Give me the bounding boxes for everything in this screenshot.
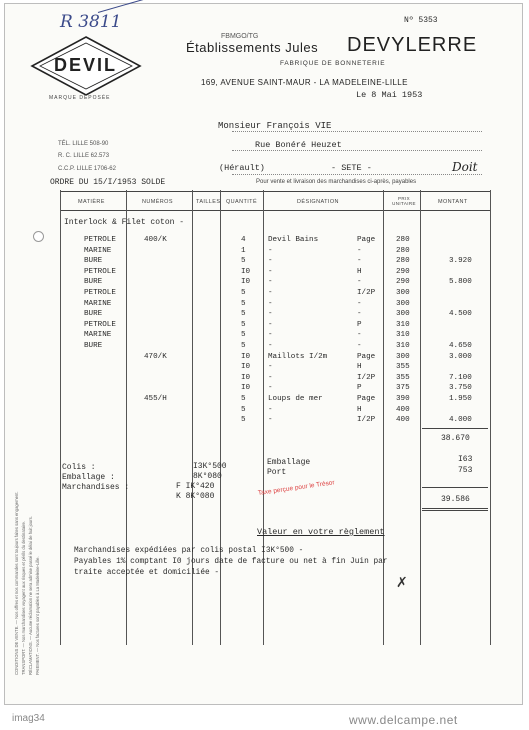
colis-label: Colis : (62, 463, 96, 472)
order-line: ORDRE DU 15/I/1953 SOLDE (50, 178, 166, 187)
row-quantite: 5 (241, 395, 246, 403)
emballage-weight: F IK°420 (176, 482, 215, 491)
row-designation: - (268, 331, 273, 340)
row-designation: - (268, 246, 273, 255)
row-matiere: PETROLE (84, 289, 116, 297)
marchandises-weight-2: 8K°080 (193, 472, 222, 481)
note-line-2: Payables 1% comptant I0 jours date de facture ou net à fin Juin par (74, 558, 388, 566)
header-designation: DÉSIGNATION (297, 199, 339, 205)
recipient-name: Monsieur François VIE (218, 121, 332, 131)
row-designation: Devil Bains (268, 236, 319, 244)
row-prix: 300 (396, 310, 410, 319)
row-format: P (357, 384, 362, 393)
row-format: I/2P (357, 416, 376, 425)
row-designation: - (268, 299, 273, 308)
header-quantite: QUANTITÉ (226, 199, 258, 205)
rc-number: R. C. LILLE 62.573 (58, 153, 110, 159)
table-header-rule (60, 210, 490, 211)
row-prix: 300 (396, 352, 410, 361)
row-designation: - (268, 267, 273, 276)
row-format: H (357, 363, 362, 372)
row-format: I/2P (357, 289, 376, 297)
punch-hole (33, 231, 44, 242)
row-matiere: BURE (84, 342, 103, 350)
row-format: Page (357, 395, 376, 403)
row-prix: 310 (396, 331, 410, 340)
row-matiere: PETROLE (84, 320, 116, 329)
valeur-line: Valeur en votre règlement (257, 527, 385, 537)
row-format: - (357, 278, 362, 287)
col-divider (420, 190, 421, 645)
total-double-rule (422, 508, 488, 511)
row-designation: Maillots I/2m (268, 352, 328, 361)
row-numero: 455/H (144, 395, 167, 403)
recipient-dept: (Hérault) (219, 163, 265, 173)
terms-line: Pour vente et livraison des marchandises ci-après, payables (256, 179, 417, 185)
header-matiere: MATIÈRE (78, 199, 105, 205)
row-matiere: BURE (84, 278, 103, 287)
row-prix: 300 (396, 289, 410, 297)
row-quantite: 5 (241, 405, 246, 414)
row-quantite: I0 (241, 278, 251, 287)
invoice-date: Le 8 Mai 1953 (356, 90, 423, 100)
row-prix: 355 (396, 373, 410, 382)
row-montant: 5.800 (449, 278, 472, 287)
row-quantite: I0 (241, 373, 251, 382)
total-amount: 39.586 (441, 495, 470, 504)
row-matiere: MARINE (84, 331, 112, 340)
row-designation: - (268, 257, 273, 266)
table-top-rule (60, 191, 490, 192)
row-designation: - (268, 310, 273, 319)
fees-label-emballage: Emballage (267, 458, 311, 467)
invoice-number: Nº 5353 (404, 16, 438, 25)
fees-label-port: Port (267, 468, 287, 477)
row-prix: 310 (396, 320, 410, 329)
row-montant: 3.750 (449, 384, 472, 393)
handwritten-annotation: R 3811 (60, 12, 122, 32)
fee-port: 753 (458, 466, 473, 475)
row-format: - (357, 342, 362, 350)
doit-label: Doit (452, 160, 478, 174)
row-prix: 375 (396, 384, 410, 393)
row-quantite: 1 (241, 246, 246, 255)
col-divider (220, 190, 221, 645)
header-numeros: NUMÉROS (142, 199, 173, 205)
company-prefix: Établissements Jules (186, 40, 319, 55)
marchandises-label: Marchandises : (62, 483, 130, 492)
subtotal-rule (422, 428, 488, 429)
side-legal-2: TRANSPORT. — Nos marchandises voyagent aux risques et périls du destinataire. (21, 521, 26, 675)
recipient-line-3 (232, 174, 482, 175)
row-montant: 3.920 (449, 257, 472, 266)
fee-emballage: I63 (458, 455, 473, 464)
col-divider (490, 190, 491, 645)
col-divider (383, 190, 384, 645)
logo-brand: DEVIL (54, 55, 118, 75)
row-matiere: MARINE (84, 299, 112, 308)
side-legal-1: CONDITIONS DE VENTE. — Nos offres et nos commandes sont toujours faites sans engagement. (14, 491, 19, 675)
row-quantite: 5 (241, 310, 246, 319)
header-prix: PRIX UNITAIRE (392, 196, 416, 206)
note-line-1: Marchandises expédiées par colis postal I3K°500 - (74, 547, 304, 555)
row-prix: 300 (396, 299, 410, 308)
row-format: I/2P (357, 373, 376, 382)
row-montant: 4.650 (449, 342, 472, 350)
row-designation: Loups de mer (268, 395, 323, 403)
row-format: Page (357, 352, 376, 361)
row-format: - (357, 331, 362, 340)
row-prix: 355 (396, 363, 410, 372)
recipient-city: - SETE - (331, 163, 372, 173)
row-montant: 4.000 (449, 416, 472, 425)
row-quantite: 5 (241, 299, 246, 308)
company-address: 169, AVENUE SAINT-MAUR - LA MADELEINE-LILLE (201, 78, 408, 87)
emballage-label: Emballage : (62, 473, 115, 482)
row-numero: 470/K (144, 352, 167, 361)
ccp-number: C.C.P. LILLE 1706-62 (58, 166, 116, 172)
row-format: H (357, 267, 362, 276)
row-montant: 7.100 (449, 373, 472, 382)
row-designation: - (268, 373, 273, 382)
row-quantite: I0 (241, 352, 251, 361)
col-divider (60, 190, 61, 645)
row-montant: 4.500 (449, 310, 472, 319)
company-name: DEVYLERRE (347, 34, 478, 56)
subtotal-amount: 38.670 (441, 434, 470, 443)
row-quantite: 5 (241, 289, 246, 297)
row-format: - (357, 246, 362, 255)
row-montant: 1.950 (449, 395, 472, 403)
logo-tagline: MARQUE DÉPOSÉE (49, 95, 111, 101)
row-prix: 280 (396, 246, 410, 255)
row-quantite: I0 (241, 384, 251, 393)
side-legal-4: PAIEMENT. — Nos factures sont payables à La Madeleine-Lille. (35, 556, 40, 675)
row-quantite: 5 (241, 342, 246, 350)
marchandises-weight: K 8K°080 (176, 492, 215, 501)
row-prix: 400 (396, 416, 410, 425)
row-prix: 290 (396, 267, 410, 276)
row-format: - (357, 310, 362, 319)
devil-logo (30, 35, 142, 97)
row-quantite: 4 (241, 236, 246, 244)
row-matiere: MARINE (84, 246, 112, 255)
row-matiere: BURE (84, 257, 103, 266)
row-matiere: BURE (84, 310, 103, 319)
row-designation: - (268, 405, 273, 414)
row-designation: - (268, 363, 273, 372)
tax-stamp: Taxe perçue pour le Trésor (257, 479, 336, 497)
recipient-street: Rue Bonéré Heuzet (255, 140, 342, 150)
recipient-line-2 (232, 150, 482, 151)
header-montant: MONTANT (438, 199, 468, 205)
phone-number: TÉL. LILLE 508-90 (58, 141, 109, 147)
row-designation: - (268, 289, 273, 297)
row-prix: 290 (396, 278, 410, 287)
row-designation: - (268, 384, 273, 393)
col-divider (263, 190, 264, 645)
row-quantite: I0 (241, 363, 251, 372)
header-tailles: TAILLES (196, 199, 221, 205)
row-matiere: PETROLE (84, 236, 116, 244)
row-designation: - (268, 342, 273, 350)
row-quantite: 5 (241, 257, 246, 266)
row-prix: 390 (396, 395, 410, 403)
row-quantite: 5 (241, 331, 246, 340)
row-format: P (357, 320, 362, 329)
row-numero: 400/K (144, 236, 167, 244)
company-activity: FABRIQUE DE BONNETERIE (280, 60, 386, 67)
row-quantite: I0 (241, 267, 251, 276)
row-prix: 280 (396, 236, 410, 244)
row-format: - (357, 299, 362, 308)
row-format: H (357, 405, 362, 414)
row-montant: 3.000 (449, 352, 472, 361)
row-quantite: 5 (241, 416, 246, 425)
colis-weight: I3K°500 (193, 462, 227, 471)
total-rule (422, 487, 488, 488)
handwritten-mark: ✗ (396, 575, 408, 591)
row-designation: - (268, 278, 273, 287)
row-format: - (357, 257, 362, 266)
row-prix: 400 (396, 405, 410, 414)
side-legal-3: RÉCLAMATIONS. — Aucune réclamation ne sera admise passé le délai de huit jours. (28, 516, 33, 675)
reference-code: FBMGO/TG (221, 33, 259, 40)
section-title: Interlock & Filet coton - (64, 218, 185, 227)
row-format: Page (357, 236, 376, 244)
recipient-line-1 (232, 131, 482, 132)
row-designation: - (268, 320, 273, 329)
row-prix: 310 (396, 342, 410, 350)
note-line-3: traite acceptée et domiciliée - (74, 569, 220, 577)
row-designation: - (268, 416, 273, 425)
watermark-right: www.delcampe.net (349, 713, 458, 727)
row-prix: 280 (396, 257, 410, 266)
row-quantite: 5 (241, 320, 246, 329)
row-matiere: PETROLE (84, 267, 116, 276)
watermark-left: imag34 (12, 713, 45, 724)
